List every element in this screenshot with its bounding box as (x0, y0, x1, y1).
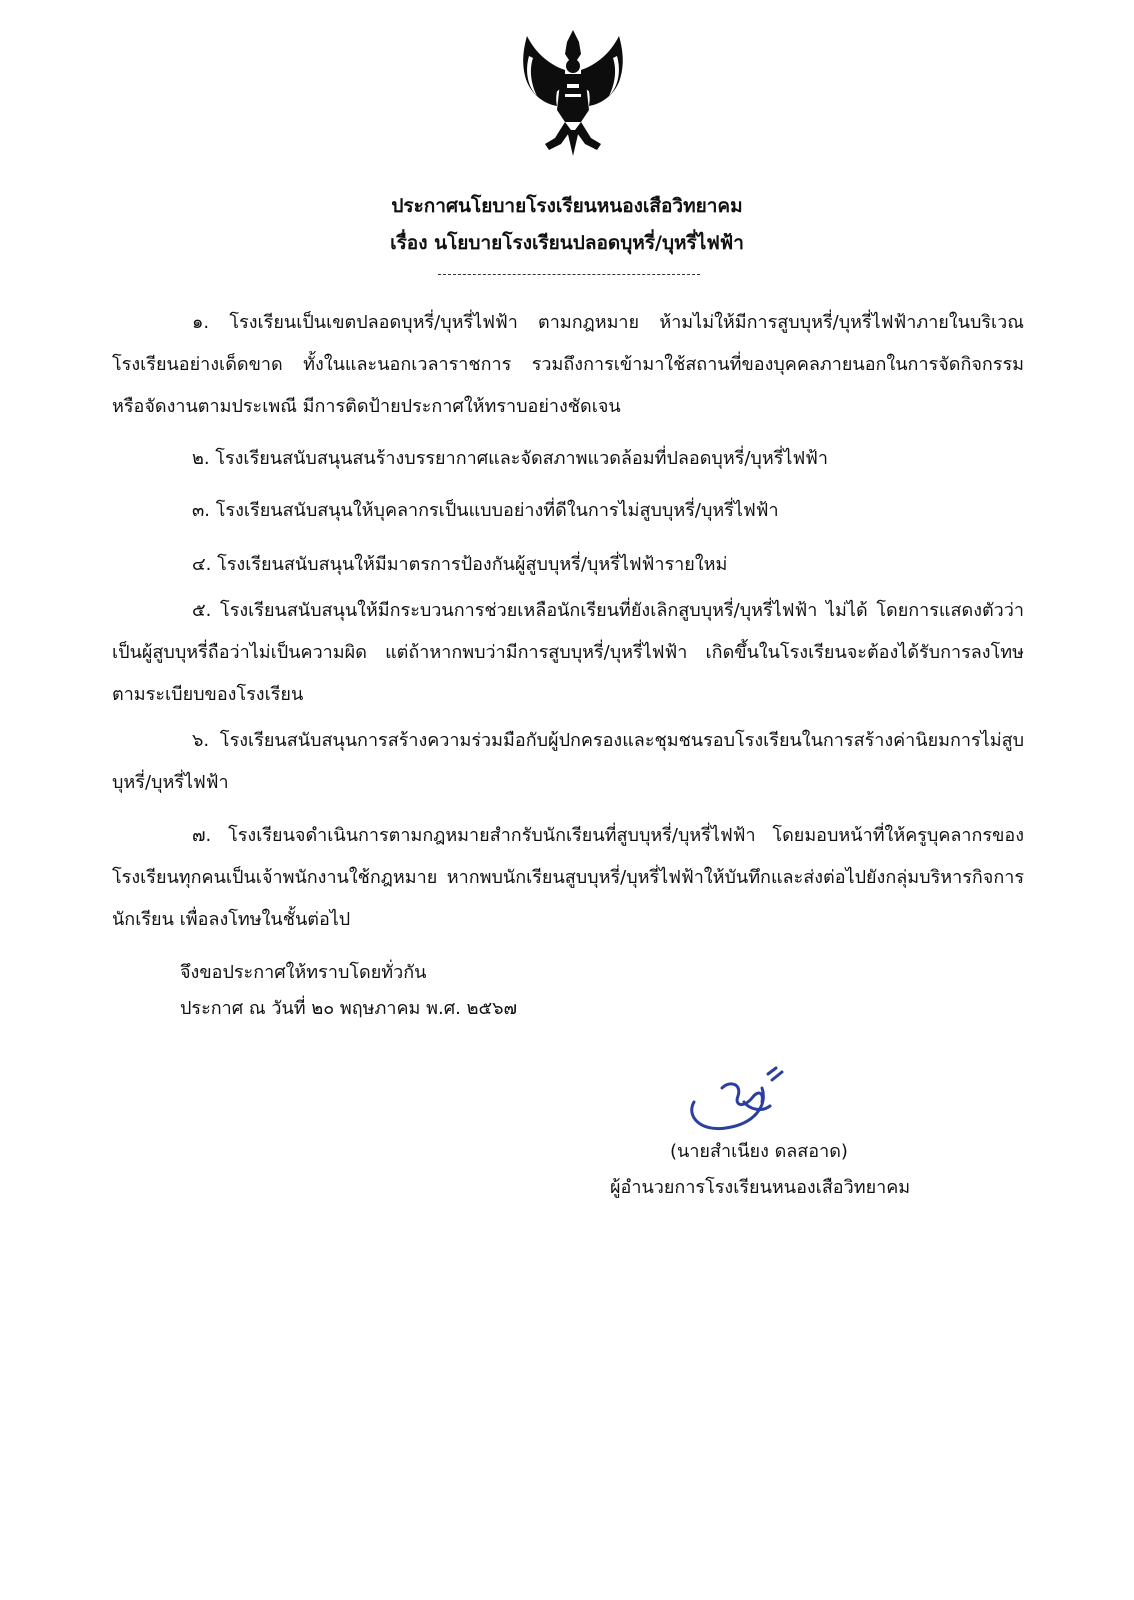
closing-block (180, 955, 517, 1027)
policy-item-6: ๖. โรงเรียนสนับสนุนการสร้างความร่วมมือกับผู้ปกครองและชุมชนรอบโรงเรียนในการสร้างค่านิยมการไม่สูบบุหรี่/บุหรี่ไฟฟ้า (112, 730, 1024, 793)
title-divider (438, 274, 700, 275)
announce-date: ประกาศ ณ วันที่ ๒๐ พฤษภาคม พ.ศ. ๒๕๖๗ (180, 998, 518, 1019)
garuda-emblem-icon (515, 26, 631, 158)
policy-item-4: ๔. โรงเรียนสนับสนุนให้มีมาตรการป้องกันผู้สูบบุหรี่/บุหรี่ไฟฟ้ารายใหม่ (192, 554, 728, 575)
document-subject: เรื่อง นโยบายโรงเรียนปลอดบุหรี่/บุหรี่ไฟฟ้า (390, 232, 744, 254)
policy-item-3: ๓. โรงเรียนสนับสนุนให้บุคลากรเป็นแบบอย่างที่ดีในการไม่สูบบุหรี่/บุหรี่ไฟฟ้า (192, 500, 779, 521)
policy-item-5: ๕. โรงเรียนสนับสนุนให้มีกระบวนการช่วยเหลือนักเรียนที่ยังเลิกสูบบุหรี่/บุหรี่ไฟฟ้า ไม่ได้ โดยการแสดงตัวว่าเป็นผู้สูบบุหรี่ถือว่าไม่เป็นความผิด แต่ถ้าหากพบว่ามีการสูบบุหรี่/บุหรี่ไฟฟ้า เกิดขึ้นในโรงเรียนจะต้องได้รับการลงโทษตามระเบียบของโรงเรียน (112, 600, 1024, 705)
policy-item-1: ๑. โรงเรียนเป็นเขตปลอดบุหรี่/บุหรี่ไฟฟ้า ตามกฎหมาย ห้ามไม่ให้มีการสูบบุหรี่/บุหรี่ไฟฟ้าภายในบริเวณโรงเรียนอย่างเด็ดขาด ทั้งในและนอกเวลาราชการ รวมถึงการเข้ามาใช้สถานที่ของบุคคลภายนอกในการจัดกิจกรรมหรือจัดงานตามประเพณี มีการติดป้ายประกาศให้ทราบอย่างชัดเจน (112, 312, 1024, 417)
signer-block (610, 1134, 940, 1206)
signer-name: (นายสำเนียง ดลสอาด) (670, 1141, 848, 1162)
policy-item-2: ๒. โรงเรียนสนับสนุนสนร้างบรรยากาศและจัดสภาพแวดล้อมที่ปลอดบุหรี่/บุหรี่ไฟฟ้า (192, 448, 829, 469)
announce-line: จึงขอประกาศให้ทราบโดยทั่วกัน (180, 962, 427, 983)
signature-icon (682, 1062, 792, 1140)
policy-item-7: ๗. โรงเรียนจดำเนินการตามกฎหมายสำกรับนักเรียนที่สูบบุหรี่/บุหรี่ไฟฟ้า โดยมอบหน้าที่ให้ครูบุคลากรของโรงเรียนทุกคนเป็นเจ้าพนักงานใช้กฎหมาย หากพบนักเรียนสูบบุหรี่/บุหรี่ไฟฟ้าให้บันทึกและส่งต่อไปยังกลุ่มบริหารกิจการนักเรียน เพื่อลงโทษในชั้นต่อไป (112, 825, 1024, 930)
document-title: ประกาศนโยบายโรงเรียนหนองเสือวิทยาคม (391, 195, 743, 217)
signer-position: ผู้อำนวยการโรงเรียนหนองเสือวิทยาคม (610, 1177, 911, 1198)
